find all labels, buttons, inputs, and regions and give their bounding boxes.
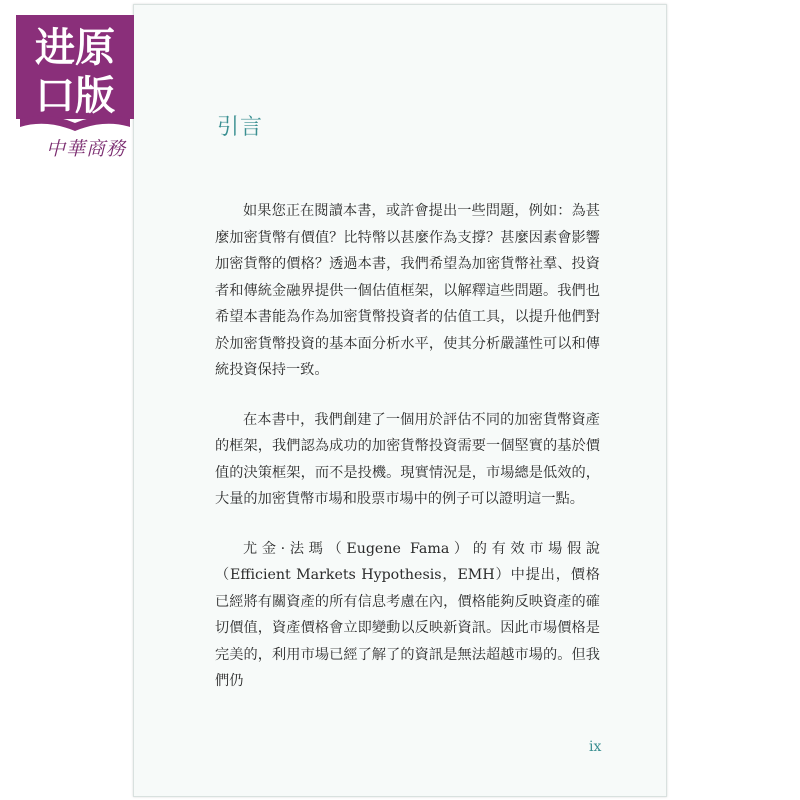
badge-graphic: [16, 15, 134, 135]
chapter-heading: 引言: [217, 115, 264, 140]
badge-line-2: 口版: [35, 73, 115, 119]
paragraph-2: 在本書中，我們創建了一個用於評估不同的加密貨幣資產的框架，我們認為成功的加密貨幣投資需要一個堅實的基於價值的決策框架，而不是投機。現實情況是，市場總是低效的，大量的加密貨幣市場和股票市場中的例子可以證明這一點。: [215, 411, 600, 507]
paragraph-3: 尤金·法瑪（Eugene Fama）的有效市場假說（Efficient Markets Hypothesis，EMH）中提出，價格已經將有關資產的所有信息考慮在內，價格能夠反映資產的確切價值，資產價格會立即變動以反映新資訊。因此市場價格是完美的，利用市場已經了解了的資訊是無法超越市場的。但我們仍: [215, 540, 600, 689]
badge-line-1: 进原: [35, 25, 115, 71]
page-number: ix: [589, 739, 602, 755]
paragraph-1: 如果您正在閱讀本書，或許會提出一些問題，例如：為甚麼加密貨幣有價值？比特幣以甚麼作為支撐？甚麼因素會影響加密貨幣的價格？透過本書，我們希望為加密貨幣社羣、投資者和傳統金融界提供一個估值框架，以解釋這些問題。我們也希望本書能為作為加密貨幣投資者的估值工具，以提升他們對於加密貨幣投資的基本面分析水平，使其分析嚴謹性可以和傳統投資保持一致。: [215, 203, 600, 378]
publisher-logo-text: 中華商務: [45, 138, 126, 160]
import-original-badge: [16, 15, 134, 135]
body-text: [215, 198, 600, 718]
